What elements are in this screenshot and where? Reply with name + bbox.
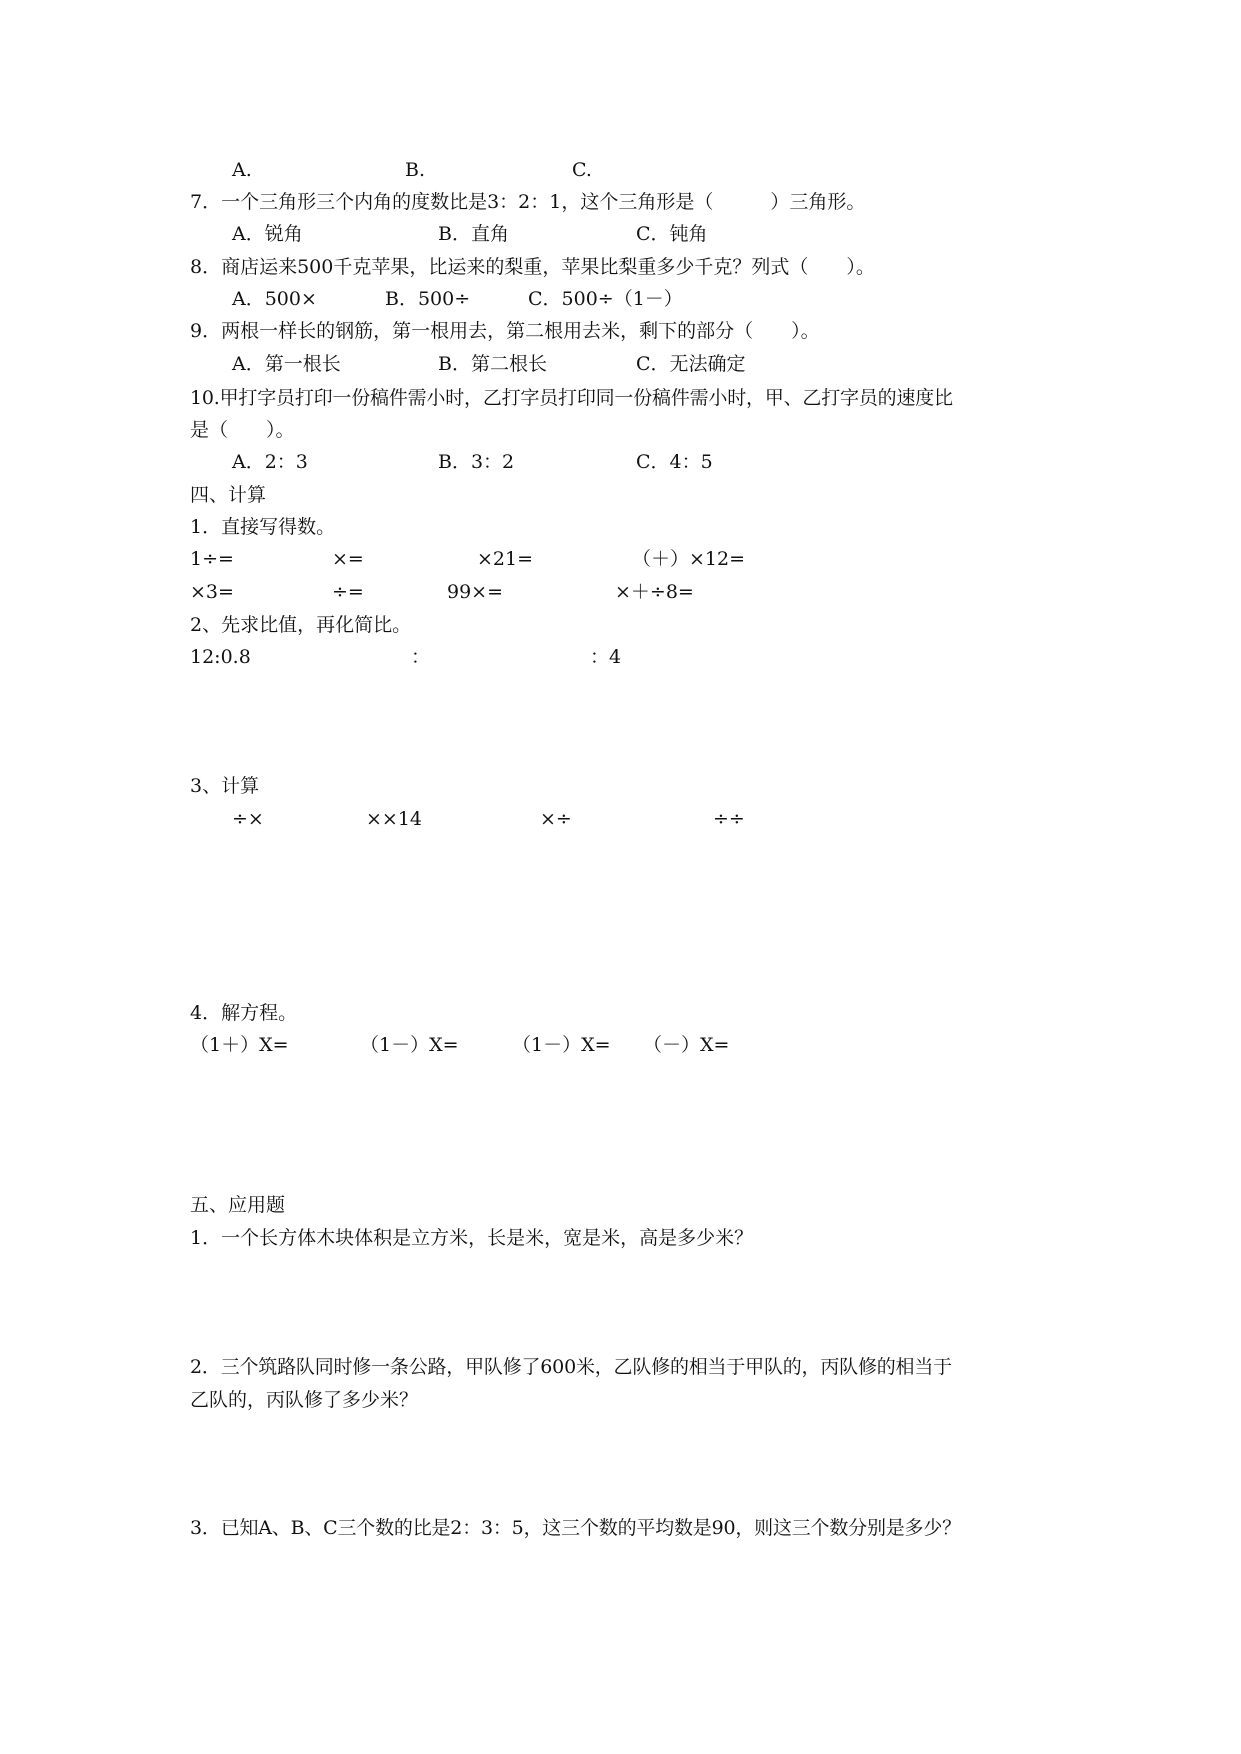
mental-math-item: 1÷= [190, 548, 234, 570]
word-problem-2-line1: 2．三个筑路队同时修一条公路，甲队修了600米，乙队修的相当于甲队的，丙队修的相当于 [190, 1356, 952, 1378]
q10-stem-line2: 是（ ）。 [190, 419, 295, 441]
word-problem-1: 1．一个长方体木块体积是立方米，长是米，宽是米，高是多少米？ [190, 1227, 754, 1249]
calc-item: ×÷ [540, 808, 572, 830]
q9-stem: 9．两根一样长的钢筋，第一根用去，第二根用去米，剩下的部分（ ）。 [190, 320, 820, 342]
q8-option-b: B．500÷ [385, 288, 471, 310]
mental-math-item: （＋）×12= [632, 548, 746, 570]
ratio-item: ： [411, 646, 431, 668]
q9-option-a: A．第一根长 [232, 353, 341, 375]
q8-option-a: A．500× [232, 288, 317, 310]
word-problem-3: 3．已知A、B、C三个数的比是2：3：5，这三个数的平均数是90，则这三个数分别是多少？ [190, 1517, 961, 1539]
q6-option-a: A. [232, 159, 252, 181]
equation-item: （1－）X= [360, 1034, 459, 1056]
q7-option-c: C．钝角 [636, 223, 708, 245]
q9-option-b: B．第二根长 [438, 353, 547, 375]
q10-stem-line1: 10.甲打字员打印一份稿件需小时，乙打字员打印同一份稿件需小时，甲、乙打字员的速度比 [190, 387, 953, 409]
q8-stem: 8．商店运来500千克苹果，比运来的梨重，苹果比梨重多少千克？列式（ ）。 [190, 256, 875, 278]
equation-item: （1－）X= [512, 1034, 611, 1056]
calc-row [0, 806, 1241, 832]
q7-option-a: A．锐角 [232, 223, 303, 245]
mental-math-item: ×= [332, 548, 364, 570]
section4-p1-title: 1．直接写得数。 [190, 516, 336, 538]
mental-math-item: ×3= [190, 581, 234, 603]
calc-item: ××14 [366, 808, 423, 830]
section4-heading: 四、计算 [190, 484, 267, 506]
q10-option-b: B．3：2 [438, 451, 515, 473]
q6-options [0, 157, 1241, 183]
q7-options [0, 221, 1241, 247]
calc-item: ÷÷ [713, 808, 745, 830]
q10-option-c: C．4：5 [636, 451, 713, 473]
mental-math-item: 99×= [447, 581, 504, 603]
mental-math-item: ×21= [477, 548, 534, 570]
ratio-item: 12:0.8 [190, 646, 251, 668]
ratio-row [0, 644, 1241, 670]
equation-row [0, 1032, 1241, 1058]
section4-p2-title: 2、先求比值，再化简比。 [190, 614, 412, 636]
q9-options [0, 351, 1241, 377]
q9-option-c: C．无法确定 [636, 353, 746, 375]
mental-math-row-2 [0, 579, 1241, 605]
mental-math-row-1 [0, 546, 1241, 572]
section4-p3-title: 3、计算 [190, 775, 260, 797]
q10-options [0, 449, 1241, 475]
section5-heading: 五、应用题 [190, 1194, 286, 1216]
word-problem-2-line2: 乙队的，丙队修了多少米？ [190, 1389, 419, 1411]
section4-p4-title: 4．解方程。 [190, 1002, 298, 1024]
ratio-item: ：4 [590, 646, 622, 668]
q7-option-b: B．直角 [438, 223, 509, 245]
equation-item: （－）X= [643, 1034, 730, 1056]
equation-item: （1＋）X= [190, 1034, 289, 1056]
q8-options [0, 286, 1241, 312]
mental-math-item: ×＋÷8= [615, 581, 694, 603]
mental-math-item: ÷= [332, 581, 364, 603]
q8-option-c: C．500÷（1－） [528, 288, 683, 310]
calc-item: ÷× [232, 808, 264, 830]
q7-stem: 7．一个三角形三个内角的度数比是3：2：1，这个三角形是（ ）三角形。 [190, 191, 866, 213]
q10-option-a: A．2：3 [232, 451, 308, 473]
q6-option-c: C. [572, 159, 592, 181]
q6-option-b: B. [405, 159, 426, 181]
